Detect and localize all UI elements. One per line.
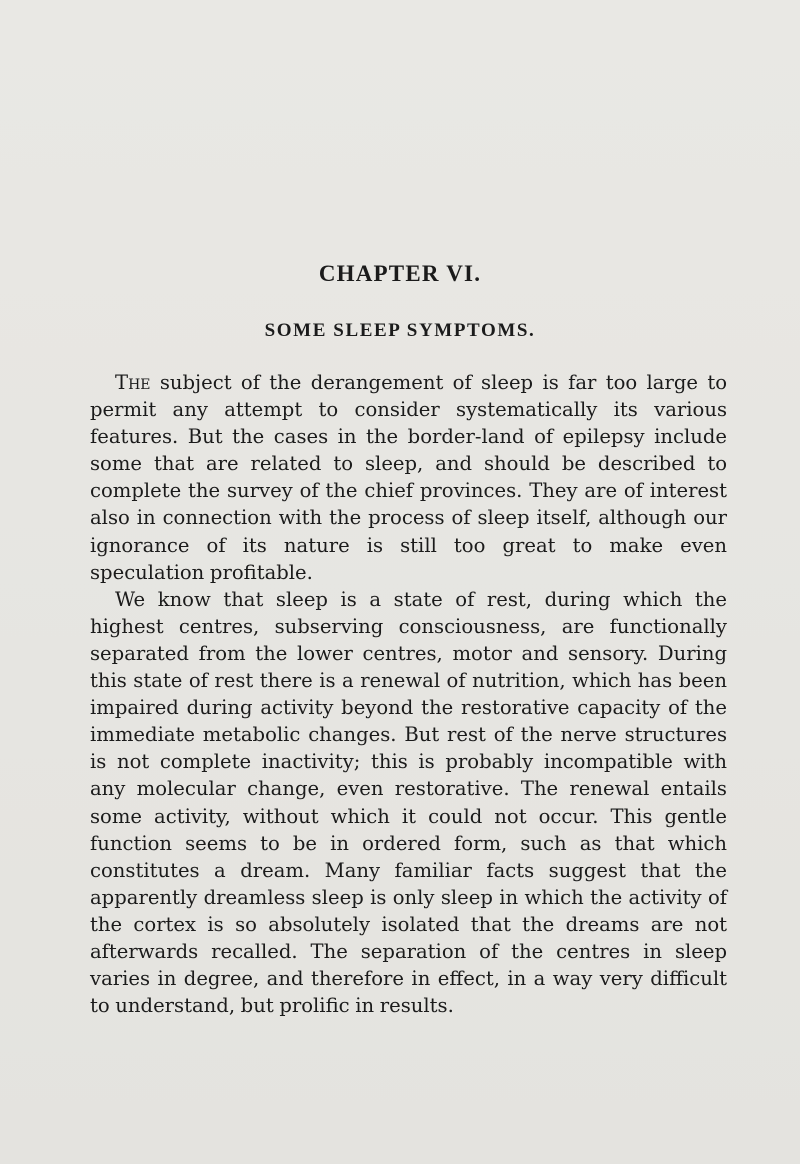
chapter-heading: CHAPTER VI.: [318, 261, 482, 286]
paragraph-1-text: subject of the derangement of sleep is far too large to permit any attempt to consider systematically its various features. But the cases in the border-land of epilepsy include some that are related to sleep, and should be described to complete the survey of the chief provinces. They are of interest also in connection with the process of sleep itself, although our ignorance of its nature is still too great to make even speculation profitable.: [90, 371, 727, 584]
chapter-title: SOME SLEEP SYMPTOMS.: [264, 320, 536, 341]
paragraph-2: [90, 586, 727, 1020]
chapter-body: [90, 369, 727, 1019]
paragraph-2-text: We know that sleep is a state of rest, during which the highest centres, subserving consciousness, are functionally separated from the lower centres, motor and sensory. During this state of rest there is a renewal of nutrition, which has been impaired during activity beyond the restorative capacity of the immediate metabolic changes. But rest of the nerve structures is not complete inactivity; this is probably incompatible with any molecular change, even restorative. The renewal entails some activity, without which it could not occur. This gentle function seems to be in ordered form, such as that which constitutes a dream. Many familiar facts suggest that the apparently dreamless sleep is only sleep in which the activity of the cortex is so absolutely isolated that the dreams are not afterwards recalled. The separation of the centres in sleep varies in degree, and therefore in effect, in a way very difficult to understand, but prolific in results.: [90, 587, 727, 1018]
paragraph-lead-word: The: [115, 371, 151, 394]
paragraph-1: [90, 369, 727, 586]
